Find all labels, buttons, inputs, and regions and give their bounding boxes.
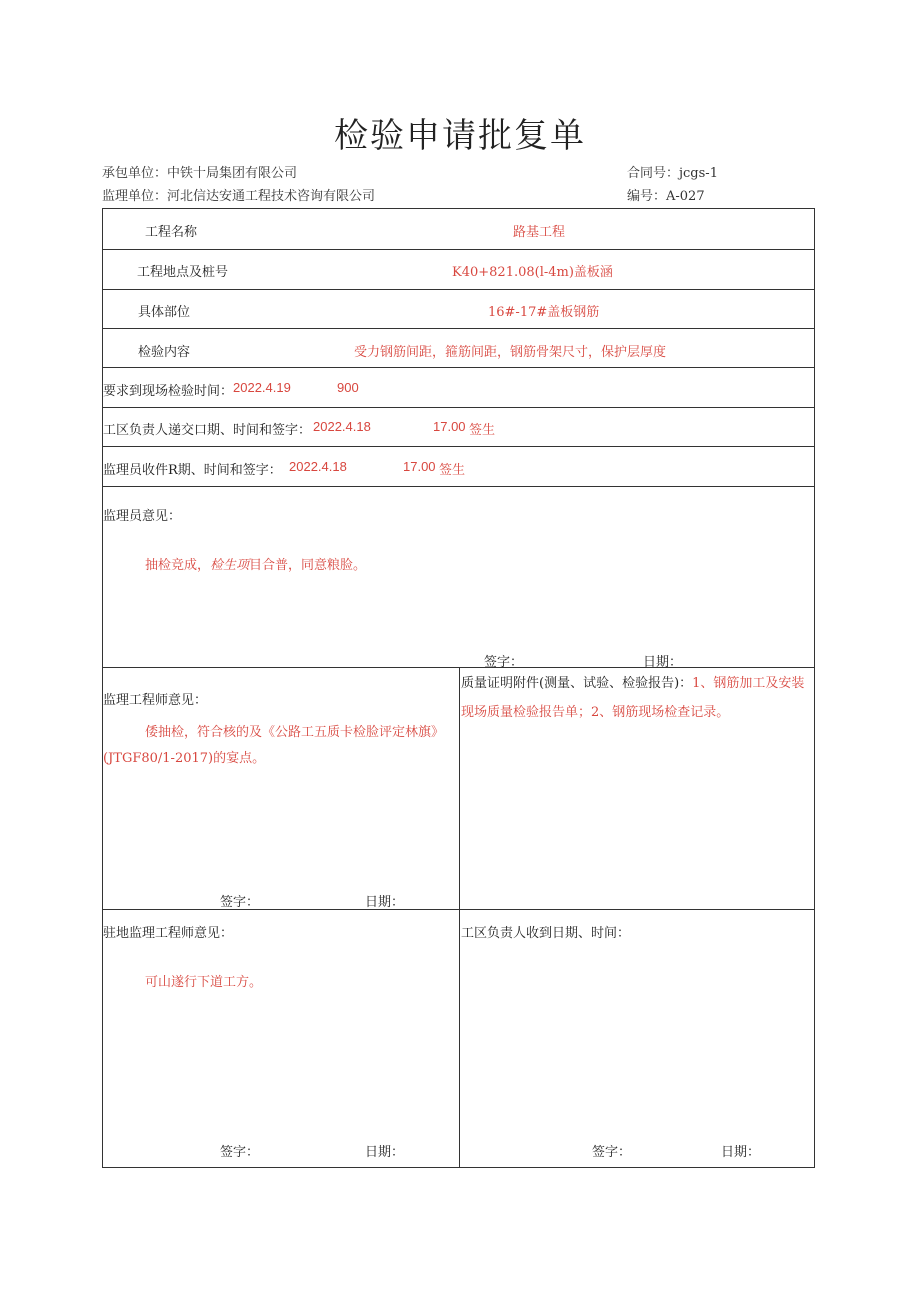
location-value: K40+821.08(l-4m)盖板涵	[452, 265, 613, 280]
contract-number: 合同号：jcgs-1	[627, 166, 718, 181]
project-name-value: 路基工程	[513, 225, 566, 240]
receive-sign: 签生	[439, 463, 466, 478]
serial-number: 编号：A-027	[627, 189, 705, 204]
attachments-text	[461, 669, 813, 727]
section-receipt-label: 工区负责人收到日期、时间：	[461, 926, 631, 941]
receive-time: 17.00	[403, 459, 436, 474]
attachments-line1: 1、钢筋加工及安装	[692, 676, 805, 691]
required-time-label: 要求到现场检验时间：	[103, 384, 234, 399]
submit-label: 工区负责人递交口期、时间和签字：	[103, 423, 312, 438]
receive-date: 2022.4.18	[289, 459, 347, 474]
resident-opinion-label: 驻地监理工程师意见：	[103, 926, 234, 941]
required-time-date: 2022.4.19	[233, 380, 291, 395]
section-date-label: 日期：	[721, 1145, 761, 1160]
part-label: 具体部位	[138, 305, 191, 320]
required-time-time: 900	[337, 380, 359, 395]
supervisor-date-label: 日期：	[643, 655, 683, 670]
engineer-sign-label: 签字：	[220, 895, 260, 910]
receive-label: 监理员收件R期、时间和签字：	[103, 463, 282, 478]
resident-date-label: 日期：	[365, 1145, 405, 1160]
submit-time: 17.00	[433, 419, 466, 434]
resident-sign-label: 签字：	[220, 1145, 260, 1160]
supervisor-opinion-label: 监理员意见：	[103, 509, 182, 524]
supervisor-sign-label: 签字：	[484, 655, 524, 670]
contractor-unit: 承包单位：中铁十局集团有限公司	[102, 166, 298, 181]
inspection-form-table	[102, 208, 815, 1168]
engineer-date-label: 日期：	[365, 895, 405, 910]
project-name-label: 工程名称	[145, 225, 198, 240]
section-sign-label: 签字：	[592, 1145, 632, 1160]
resident-opinion-text: 可山遂行下道工方。	[145, 975, 263, 990]
engineer-opinion-label: 监理工程师意见：	[103, 693, 208, 708]
engineer-opinion-line2: (JTGF80/1-2017)的宴点。	[103, 751, 266, 766]
submit-sign: 签生	[469, 423, 496, 438]
attachments-label: 质量证明附件(测量、试验、检验报告)：	[461, 676, 693, 691]
content-label: 检验内容	[138, 345, 191, 360]
submit-date: 2022.4.18	[313, 419, 371, 434]
page-title: 检验申请批复单	[334, 116, 586, 156]
attachments-line2: 现场质量检验报告单；2、钢筋现场检查记录。	[461, 705, 730, 720]
content-value: 受力钢筋间距，箍筋间距，钢筋骨架尺寸，保护层厚度	[354, 345, 667, 360]
engineer-opinion-line1: 倭抽检，符合核的及《公路工五质卡检脸评定林旗》	[145, 725, 445, 740]
part-value: 16#-17#盖板钢筋	[488, 305, 600, 320]
supervisor-opinion-text: 抽检竞成，检生项目合普，同意粮脸。	[145, 558, 367, 573]
supervision-unit: 监理单位：河北信达安通工程技术咨询有限公司	[102, 189, 376, 204]
location-label: 工程地点及桩号	[137, 265, 229, 280]
